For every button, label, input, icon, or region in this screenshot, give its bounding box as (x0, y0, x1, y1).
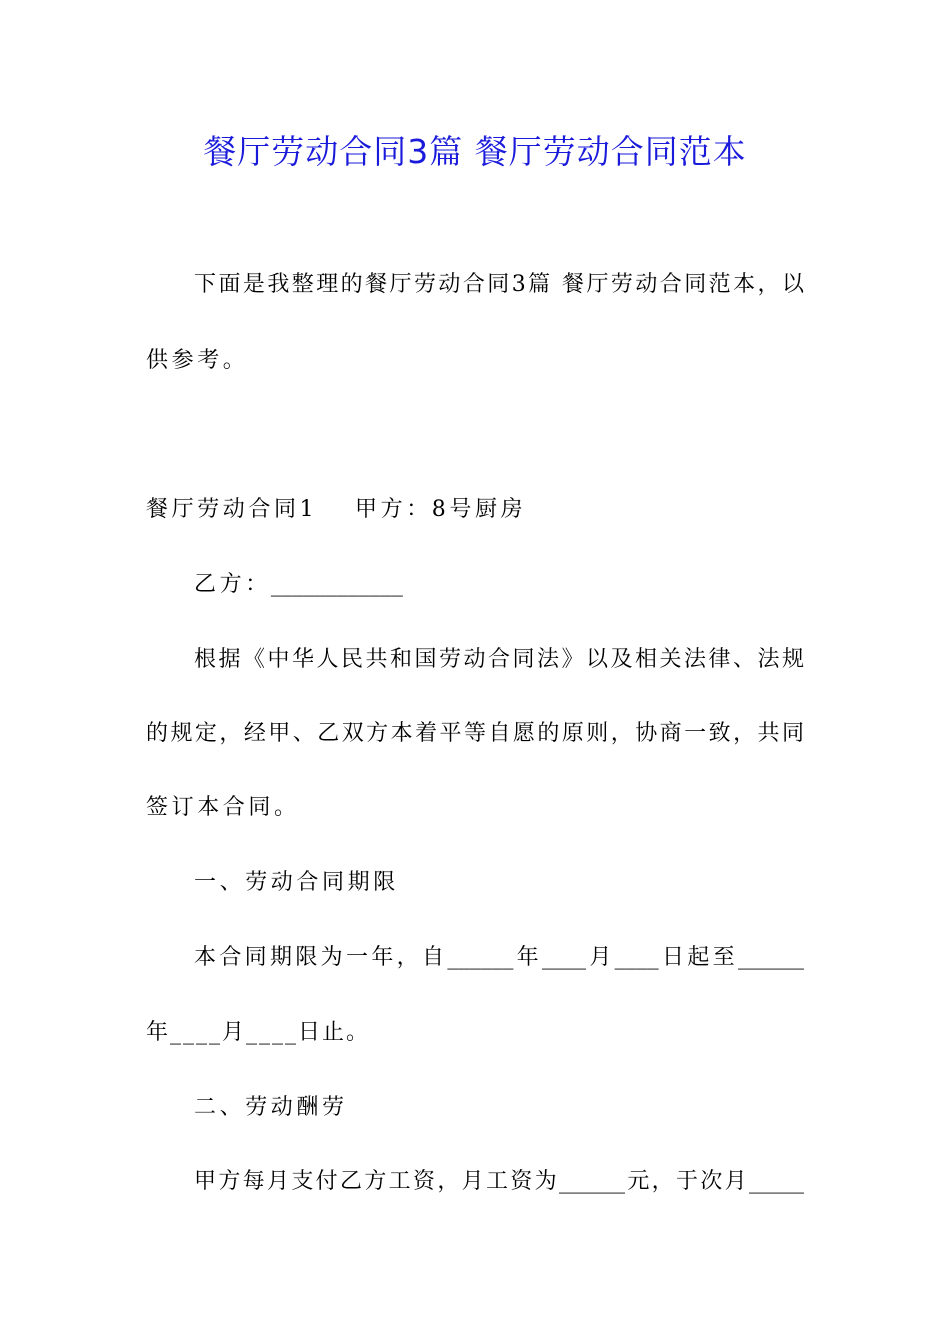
pay-line-1: 甲方每月支付乙方工资，月工资为______元，于次月_____ (194, 1169, 804, 1194)
intro-line-1: 下面是我整理的餐厅劳动合同3篇 餐厅劳动合同范本，以 (194, 272, 804, 297)
basis-line-1: 根据《中华人民共和国劳动合同法》以及相关法律、法规 (194, 647, 804, 672)
intro-line-2: 供参考。 (146, 348, 249, 373)
term-line-2: 年____月____日止。 (146, 1020, 371, 1045)
term-line-1: 本合同期限为一年，自______年____月____日起至______ (194, 945, 804, 970)
basis-line-2: 的规定，经甲、乙双方本着平等自愿的原则，协商一致，共同 (146, 721, 804, 746)
party-b-blank: ____________ (270, 572, 403, 597)
document-title: 餐厅劳动合同3篇 餐厅劳动合同范本 (203, 132, 747, 171)
party-b (194, 570, 403, 600)
contract-heading: 餐厅劳动合同1 (146, 497, 318, 522)
section1-heading: 一、劳动合同期限 (194, 870, 399, 895)
basis-line-3: 签订本合同。 (146, 795, 300, 820)
section2-heading: 二、劳动酬劳 (194, 1095, 348, 1120)
party-b-label: 乙方： (194, 572, 271, 597)
party-a: 甲方：8号厨房 (355, 497, 527, 522)
